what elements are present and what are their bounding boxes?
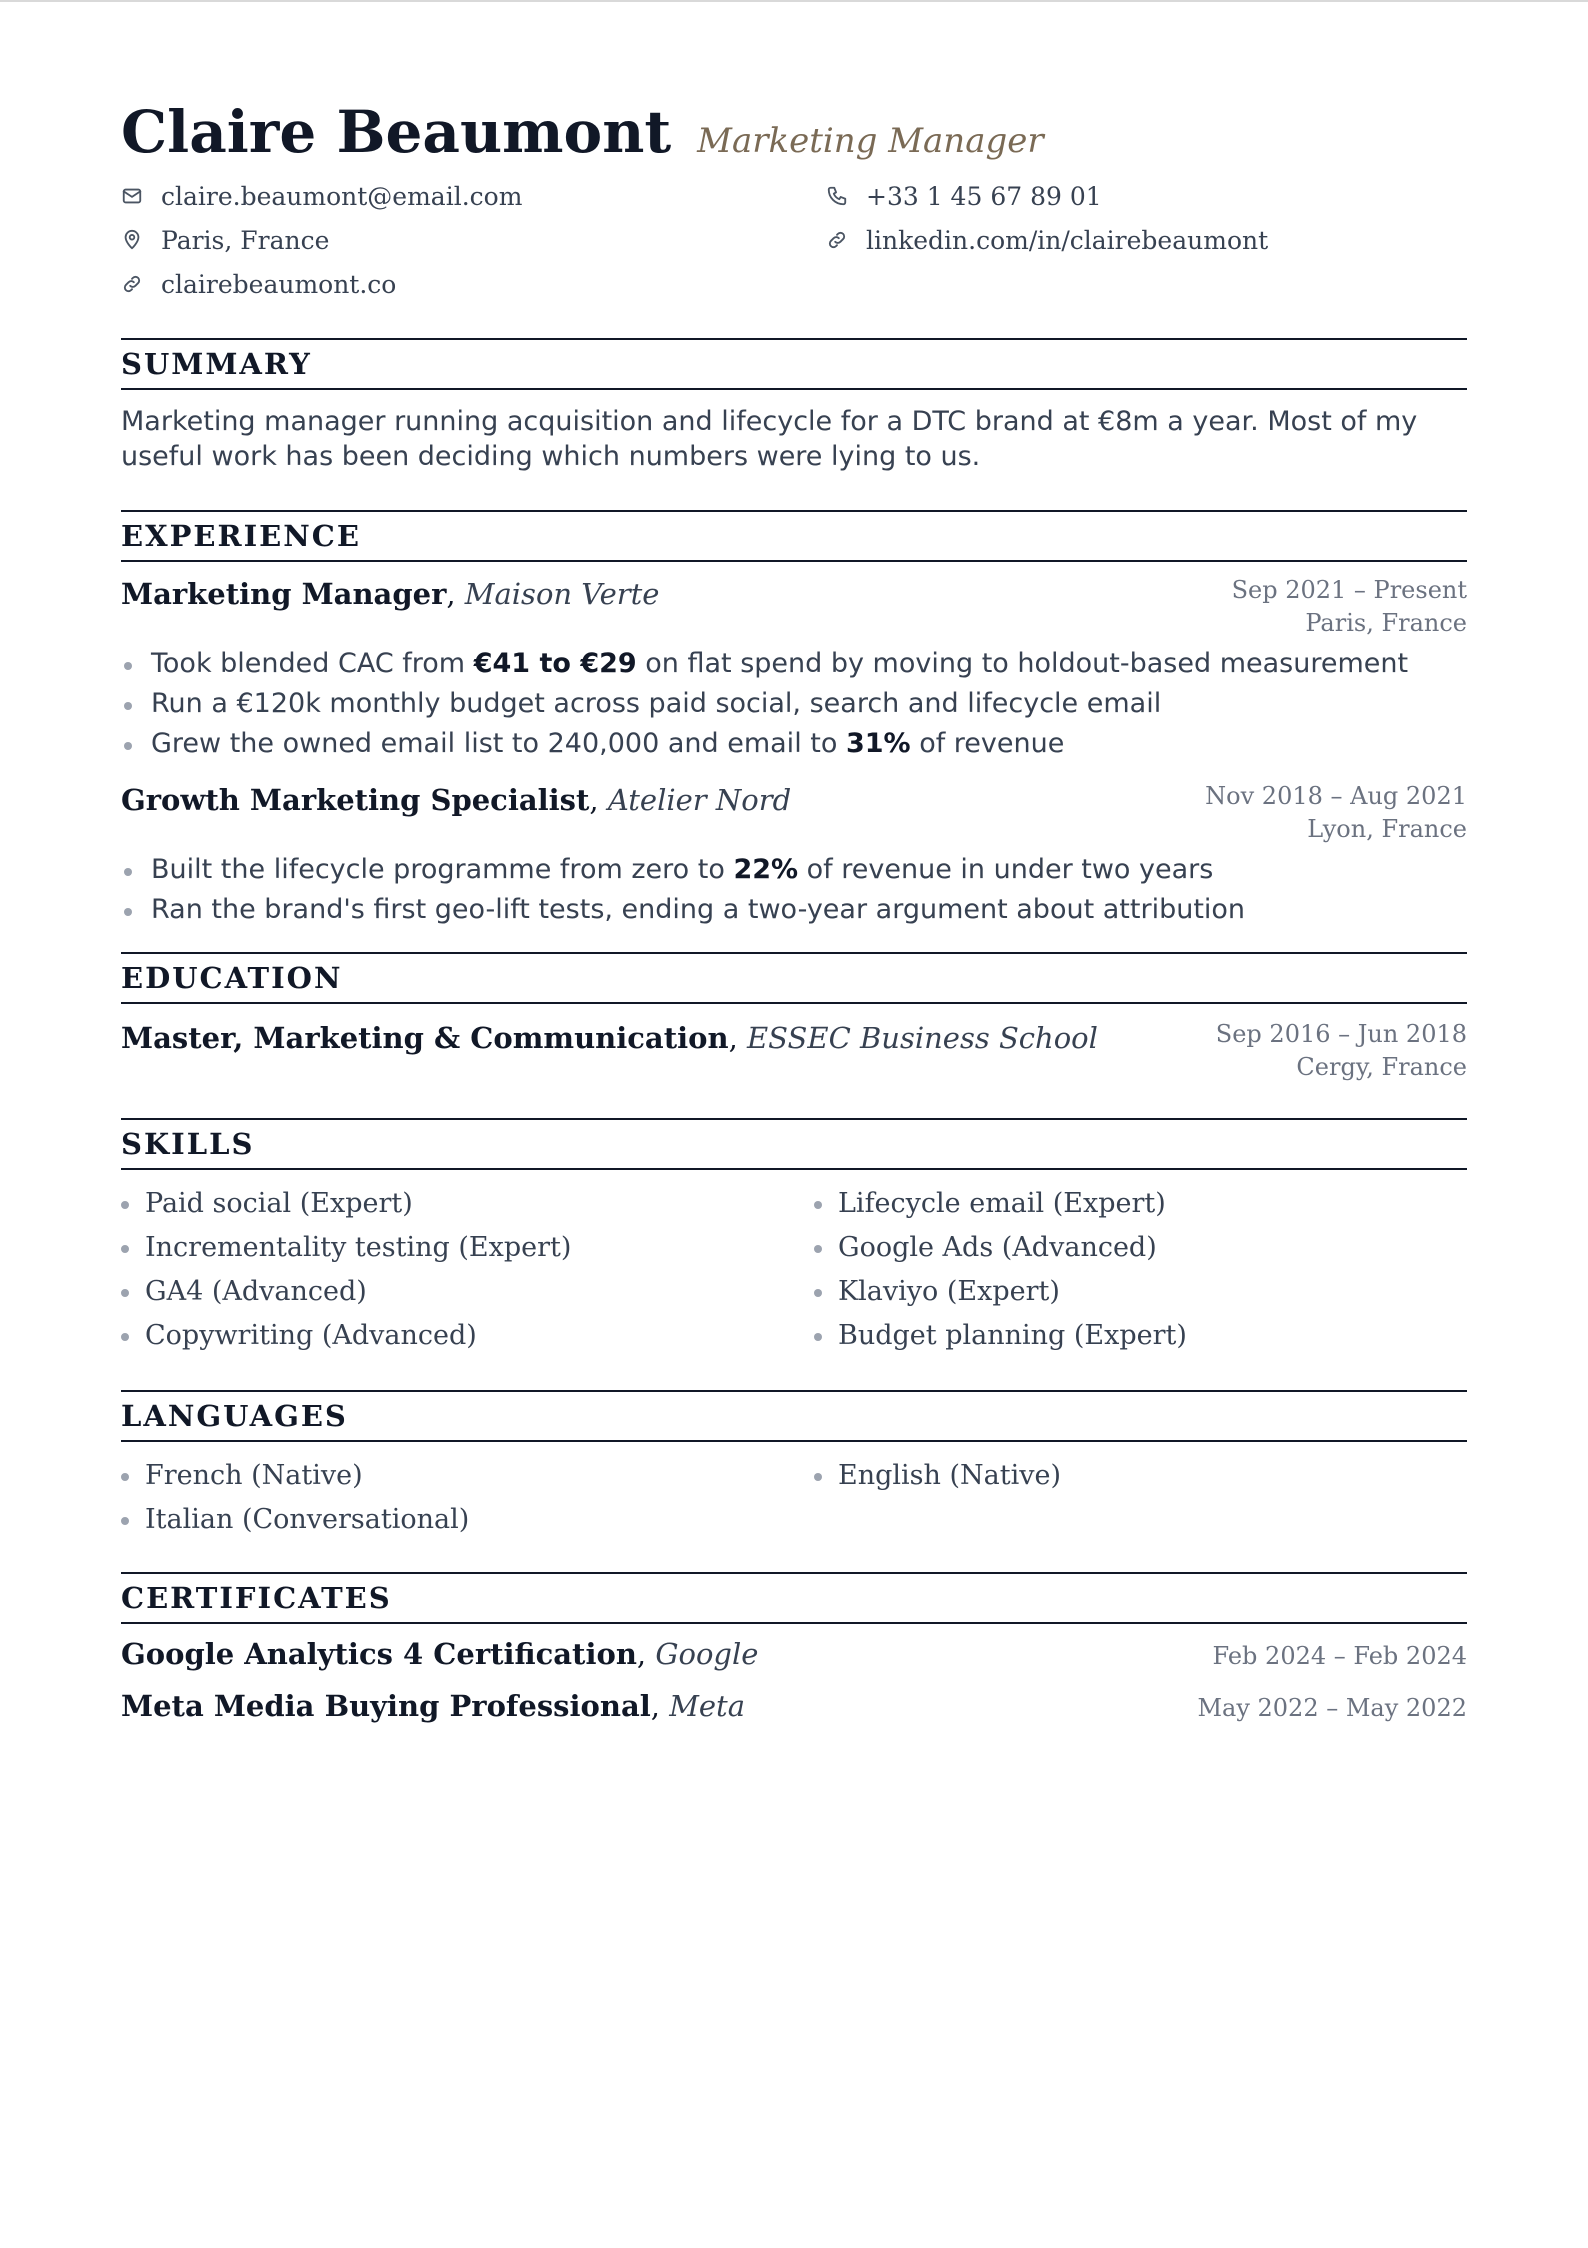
bullet-highlight: €41 to €29	[473, 648, 637, 679]
education-meta	[1216, 1018, 1467, 1084]
phone-icon	[826, 185, 848, 207]
bullet-highlight: 22%	[733, 854, 799, 885]
skill-item: Lifecycle email (Expert)	[814, 1182, 1467, 1226]
website-link[interactable]: clairebeaumont.co	[161, 269, 397, 299]
candidate-title: Marketing Manager	[697, 121, 1044, 161]
experience-entry	[121, 780, 1467, 930]
job-role: Growth Marketing Specialist	[121, 783, 590, 817]
contact-email	[121, 174, 826, 218]
list-item	[121, 850, 1467, 890]
list-item	[121, 890, 1467, 930]
skill-item: Klaviyo (Expert)	[814, 1270, 1467, 1314]
location-icon	[121, 229, 143, 251]
bullet-text: of revenue	[910, 728, 1065, 759]
experience-meta	[1232, 574, 1467, 640]
bullet-text: Built the lifecycle programme from zero to	[151, 854, 734, 885]
education-degree-line: Master, Marketing & Communication, ESSEC Business School	[121, 1021, 1098, 1055]
experience-role-line: Marketing Manager, Maison Verte	[121, 577, 660, 611]
company-name: Atelier Nord	[607, 783, 792, 817]
bullet-text: on flat spend by moving to holdout-based measurement	[636, 648, 1409, 679]
experience-entry	[121, 574, 1467, 764]
resume-page	[121, 96, 1467, 1734]
skill-item: Copywriting (Advanced)	[121, 1314, 814, 1358]
contact-list	[121, 174, 1467, 306]
school-name: ESSEC Business School	[747, 1021, 1098, 1055]
skill-item: Budget planning (Expert)	[814, 1314, 1467, 1358]
section-heading-certificates: CERTIFICATES	[121, 1572, 1467, 1624]
certificate-line: Meta Media Buying Professional, Meta	[121, 1689, 745, 1723]
bullet-text: Grew the owned email list to 240,000 and email to	[151, 728, 846, 759]
contact-phone	[826, 174, 1467, 218]
experience-role-line: Growth Marketing Specialist, Atelier Nord	[121, 783, 792, 817]
skill-item: Incrementality testing (Expert)	[121, 1226, 814, 1270]
education-entry	[121, 1018, 1467, 1084]
linkedin-link[interactable]: linkedin.com/in/clairebeaumont	[866, 225, 1269, 255]
section-heading-skills: SKILLS	[121, 1118, 1467, 1170]
section-heading-experience: EXPERIENCE	[121, 510, 1467, 562]
resume-header	[121, 96, 1467, 168]
mail-icon	[121, 185, 143, 207]
contact-location	[121, 218, 826, 262]
certificate-issuer: Google	[655, 1637, 759, 1671]
page-top-border	[0, 0, 1588, 2]
skill-item: Google Ads (Advanced)	[814, 1226, 1467, 1270]
job-dates: Nov 2018 – Aug 2021	[1205, 782, 1467, 810]
certificate-name: Google Analytics 4 Certification	[121, 1637, 637, 1671]
email-text[interactable]: claire.beaumont@email.com	[161, 181, 523, 211]
location-text: Paris, France	[161, 225, 330, 255]
certificate-entry	[121, 1682, 1467, 1734]
skill-item: Paid social (Expert)	[121, 1182, 814, 1226]
education-location: Cergy, France	[1296, 1053, 1467, 1081]
bullet-text: of revenue in under two years	[798, 854, 1214, 885]
job-location: Lyon, France	[1307, 815, 1467, 843]
bullet-text: Took blended CAC from	[151, 648, 474, 679]
degree-name: Master, Marketing & Communication	[121, 1021, 729, 1055]
certificate-dates: Feb 2024 – Feb 2024	[1212, 1642, 1467, 1670]
experience-bullets	[121, 850, 1467, 930]
language-item: French (Native)	[121, 1454, 814, 1498]
job-dates: Sep 2021 – Present	[1231, 576, 1467, 604]
summary-text: Marketing manager running acquisition and lifecycle for a DTC brand at €8m a year. Most of my useful work has been deciding which numbers were lying to us.	[121, 406, 1418, 472]
contact-linkedin	[826, 218, 1467, 262]
certificate-dates: May 2022 – May 2022	[1197, 1694, 1467, 1722]
skills-list	[121, 1182, 1467, 1358]
phone-text[interactable]: +33 1 45 67 89 01	[866, 181, 1102, 211]
language-item: English (Native)	[814, 1454, 1467, 1498]
link-icon	[826, 229, 848, 251]
experience-bullets	[121, 644, 1467, 764]
bullet-text: Ran the brand's first geo-lift tests, ending a two-year argument about attribution	[151, 894, 1246, 925]
certificate-line: Google Analytics 4 Certification, Google	[121, 1637, 759, 1671]
section-heading-languages: LANGUAGES	[121, 1390, 1467, 1442]
list-item	[121, 644, 1467, 684]
education-dates: Sep 2016 – Jun 2018	[1215, 1020, 1467, 1048]
list-item	[121, 724, 1467, 764]
bullet-highlight: 31%	[845, 728, 911, 759]
experience-meta	[1205, 780, 1467, 846]
languages-list	[121, 1454, 1467, 1542]
contact-website	[121, 262, 826, 306]
section-heading-summary: SUMMARY	[121, 338, 1467, 390]
link-icon	[121, 273, 143, 295]
job-location: Paris, France	[1305, 609, 1467, 637]
certificate-entry	[121, 1630, 1467, 1682]
section-heading-education: EDUCATION	[121, 952, 1467, 1004]
language-item: Italian (Conversational)	[121, 1498, 814, 1542]
candidate-name: Claire Beaumont	[121, 98, 672, 166]
certificate-issuer: Meta	[669, 1689, 745, 1723]
certificate-name: Meta Media Buying Professional	[121, 1689, 651, 1723]
skill-item: GA4 (Advanced)	[121, 1270, 814, 1314]
list-item	[121, 684, 1467, 724]
company-name: Maison Verte	[464, 577, 660, 611]
bullet-text: Run a €120k monthly budget across paid social, search and lifecycle email	[151, 688, 1162, 719]
job-role: Marketing Manager	[121, 577, 447, 611]
